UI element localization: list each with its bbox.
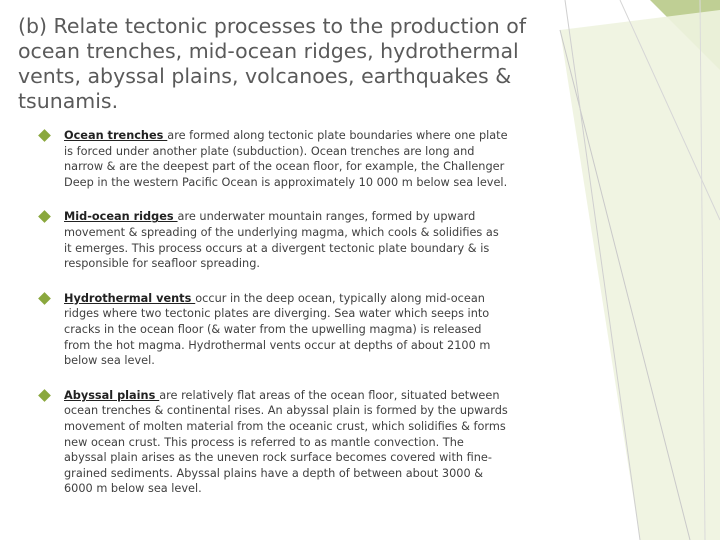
- decor-line-3: [620, 0, 720, 220]
- bullet-list: [40, 128, 508, 516]
- right-panel-shape: [560, 10, 720, 540]
- slide-title: (b) Relate tectonic processes to the production of ocean trenches, mid-ocean ridges, hydrothermal vents, abyssal plains, volcanoes, earthquakes & tsunamis.: [18, 14, 527, 113]
- bullet-mid-ocean-ridges: [40, 209, 508, 271]
- decor-line-4: [700, 0, 705, 540]
- bullet-text: are underwater mountain ranges, formed by upward movement & spreading of the underlying magma, which cools & solidifies as it emerges. This process occurs at a divergent tectonic plate boundary & is responsible for seafloor spreading.: [64, 210, 499, 271]
- bullet-hydrothermal-vents: [40, 291, 508, 369]
- bullet-term: Ocean trenches: [64, 129, 168, 142]
- bullet-term: Mid-ocean ridges: [64, 210, 178, 224]
- bullet-term: Hydrothermal vents: [64, 291, 196, 305]
- decor-line-2: [565, 0, 640, 540]
- diamond-bullet-icon: [38, 389, 51, 402]
- bullet-term: Abyssal plains: [64, 388, 160, 402]
- bullet-text: are relatively flat areas of the ocean floor, situated between ocean trenches & continental rises. An abyssal plain is formed by the upwards movement of molten material from the oceanic crust, which solidifies & forms new ocean crust. This process is referred to as mantle convection. The abyssal plain arises as the uneven rock surface becomes covered with fine-grained sediments. Abyssal plains have a depth of between about 3000 & 6000 m below sea level.: [64, 388, 508, 496]
- bullet-abyssal-plains: [40, 388, 508, 497]
- decor-line-1: [560, 30, 690, 540]
- bullet-text: are formed along tectonic plate boundaries where one plate is forced under another plate (subduction). Ocean trenches are long and narrow & are the deepest part of the ocean floor, for example, the Challenger Deep in the western Pacific Ocean is approximately 10 000 m below sea level.: [64, 129, 508, 189]
- bullet-ocean-trenches: [40, 128, 508, 190]
- diamond-bullet-icon: [38, 211, 51, 224]
- diamond-bullet-icon: [38, 129, 51, 142]
- bullet-text: occur in the deep ocean, typically along mid-ocean ridges where two tectonic plates are diverging. Sea water which seeps into cracks in the ocean floor (& water from the upwelling magma) is released from the hot magma. Hydrothermal vents occur at depths of about 2100 m below sea level.: [64, 291, 491, 368]
- diamond-bullet-icon: [38, 292, 51, 305]
- top-right-accent-shape: [575, 0, 720, 70]
